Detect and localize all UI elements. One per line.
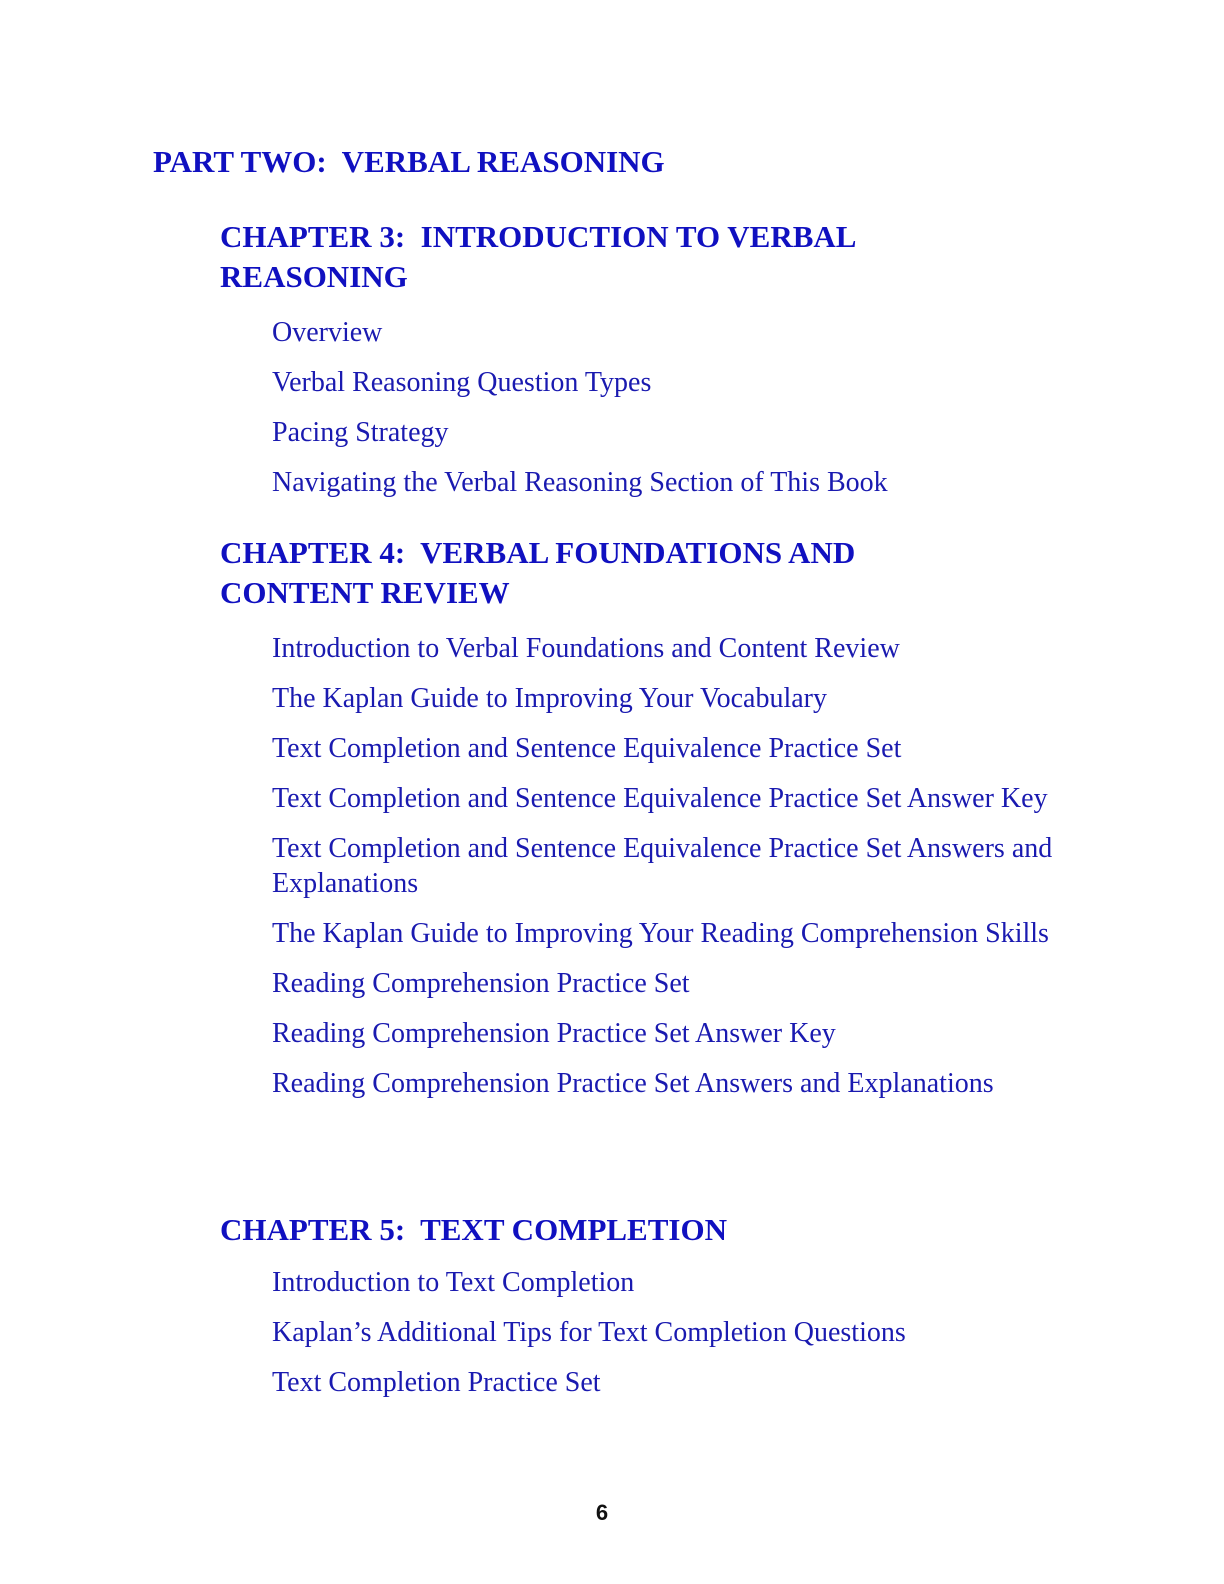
toc-entry-tc-se-practice-set[interactable]: Text Completion and Sentence Equivalence Practice Set bbox=[272, 733, 902, 764]
toc-entry-tc-tips[interactable]: Kaplan’s Additional Tips for Text Completion Questions bbox=[272, 1317, 906, 1348]
toc-entry-vocabulary-guide[interactable]: The Kaplan Guide to Improving Your Vocabulary bbox=[272, 683, 827, 714]
toc-entry-tc-practice-set[interactable]: Text Completion Practice Set bbox=[272, 1367, 601, 1398]
toc-entry-question-types[interactable]: Verbal Reasoning Question Types bbox=[272, 367, 652, 398]
toc-entry-intro-text-completion[interactable]: Introduction to Text Completion bbox=[272, 1267, 635, 1298]
toc-entry-navigating-section[interactable]: Navigating the Verbal Reasoning Section of This Book bbox=[272, 467, 888, 498]
chapter-5-title[interactable]: CHAPTER 5: TEXT COMPLETION bbox=[220, 1212, 727, 1247]
chapter-3-section bbox=[220, 217, 980, 515]
chapter-3-entries bbox=[272, 315, 1062, 500]
page-number: 6 bbox=[595, 1500, 609, 1525]
part-title[interactable]: PART TWO: VERBAL REASONING bbox=[153, 144, 665, 179]
chapter-4-title[interactable]: CHAPTER 4: VERBAL FOUNDATIONS AND CONTENT REVIEW bbox=[220, 535, 856, 610]
toc-entry-reading-comprehension-guide[interactable]: The Kaplan Guide to Improving Your Reading Comprehension Skills bbox=[272, 918, 1049, 949]
toc-entry-tc-se-answer-key[interactable]: Text Completion and Sentence Equivalence Practice Set Answer Key bbox=[272, 783, 1048, 814]
toc-entry-intro-verbal-foundations[interactable]: Introduction to Verbal Foundations and Content Review bbox=[272, 633, 900, 664]
toc-entry-rc-practice-set[interactable]: Reading Comprehension Practice Set bbox=[272, 968, 690, 999]
chapter-5-entries bbox=[272, 1265, 1062, 1400]
toc-entry-pacing-strategy[interactable]: Pacing Strategy bbox=[272, 417, 449, 448]
toc-entry-overview[interactable]: Overview bbox=[272, 317, 383, 348]
chapter-4-entries bbox=[272, 631, 1062, 1101]
chapter-5-section bbox=[220, 1210, 980, 1415]
chapter-3-title[interactable]: CHAPTER 3: INTRODUCTION TO VERBAL REASONING bbox=[220, 219, 857, 294]
toc-entry-rc-answer-key[interactable]: Reading Comprehension Practice Set Answer Key bbox=[272, 1018, 836, 1049]
toc-entry-rc-explanations[interactable]: Reading Comprehension Practice Set Answers and Explanations bbox=[272, 1068, 994, 1099]
chapter-4-section bbox=[220, 533, 1053, 1116]
toc-entry-tc-se-explanations[interactable]: Text Completion and Sentence Equivalence Practice Set Answers and Explanations bbox=[272, 833, 1053, 899]
